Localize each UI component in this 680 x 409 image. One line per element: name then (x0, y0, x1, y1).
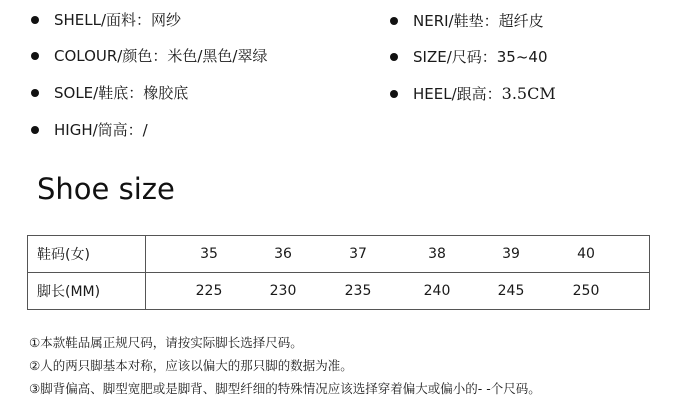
row-header: 脚长(MM) (28, 273, 146, 310)
table-cell: 225 (195, 283, 223, 299)
row-values (146, 236, 650, 273)
spec-size (390, 46, 548, 67)
table-cell: 39 (502, 246, 520, 262)
row-header: 鞋码(女) (28, 236, 146, 273)
spec-text: HIGH/筒高：/ (54, 121, 148, 139)
spec-value: 3.5CM (501, 84, 556, 103)
note-2: ②人的两只脚基本对称，应该以偏大的那只脚的数据为准。 (29, 358, 353, 373)
bullet-icon (390, 90, 398, 98)
table-cell: 235 (344, 283, 372, 299)
table-cell: 245 (497, 283, 525, 299)
table-cell: 230 (269, 283, 297, 299)
spec-sole (31, 82, 188, 103)
table-row (28, 273, 650, 310)
table-cell: 35 (200, 246, 218, 262)
spec-heel (390, 83, 556, 104)
spec-text: SHELL/面料：网纱 (54, 11, 182, 29)
spec-text: SIZE/尺码：35~40 (413, 48, 548, 66)
spec-text: SOLE/鞋底：橡胶底 (54, 84, 189, 102)
spec-label: HEEL/跟高： (413, 85, 502, 103)
note-1: ①本款鞋品属正规尺码，请按实际脚长选择尺码。 (29, 335, 303, 350)
table-row (28, 236, 650, 273)
table-cell: 37 (349, 246, 367, 262)
table-cell: 36 (274, 246, 292, 262)
spec-high (31, 119, 148, 140)
size-table (27, 235, 650, 310)
section-title: Shoe size (37, 172, 175, 206)
row-values (146, 273, 650, 310)
bullet-icon (31, 52, 39, 60)
bullet-icon (390, 17, 398, 25)
table-cell: 38 (428, 246, 446, 262)
table-cell: 40 (577, 246, 595, 262)
bullet-icon (390, 53, 398, 61)
spec-shell (31, 9, 181, 30)
spec-text: COLOUR/颜色：米色/黑色/翠绿 (54, 47, 268, 65)
table-cell: 240 (423, 283, 451, 299)
bullet-icon (31, 126, 39, 134)
note-3: ③脚背偏高、脚型宽肥或是脚背、脚型纤细的特殊情况应该选择穿着偏大或偏小的- -个尺码。 (29, 381, 541, 396)
spec-neri (390, 10, 544, 31)
bullet-icon (31, 16, 39, 24)
spec-text: NERI/鞋垫：超纤皮 (413, 12, 544, 30)
bullet-icon (31, 89, 39, 97)
table-cell: 250 (572, 283, 600, 299)
spec-colour (31, 45, 267, 66)
